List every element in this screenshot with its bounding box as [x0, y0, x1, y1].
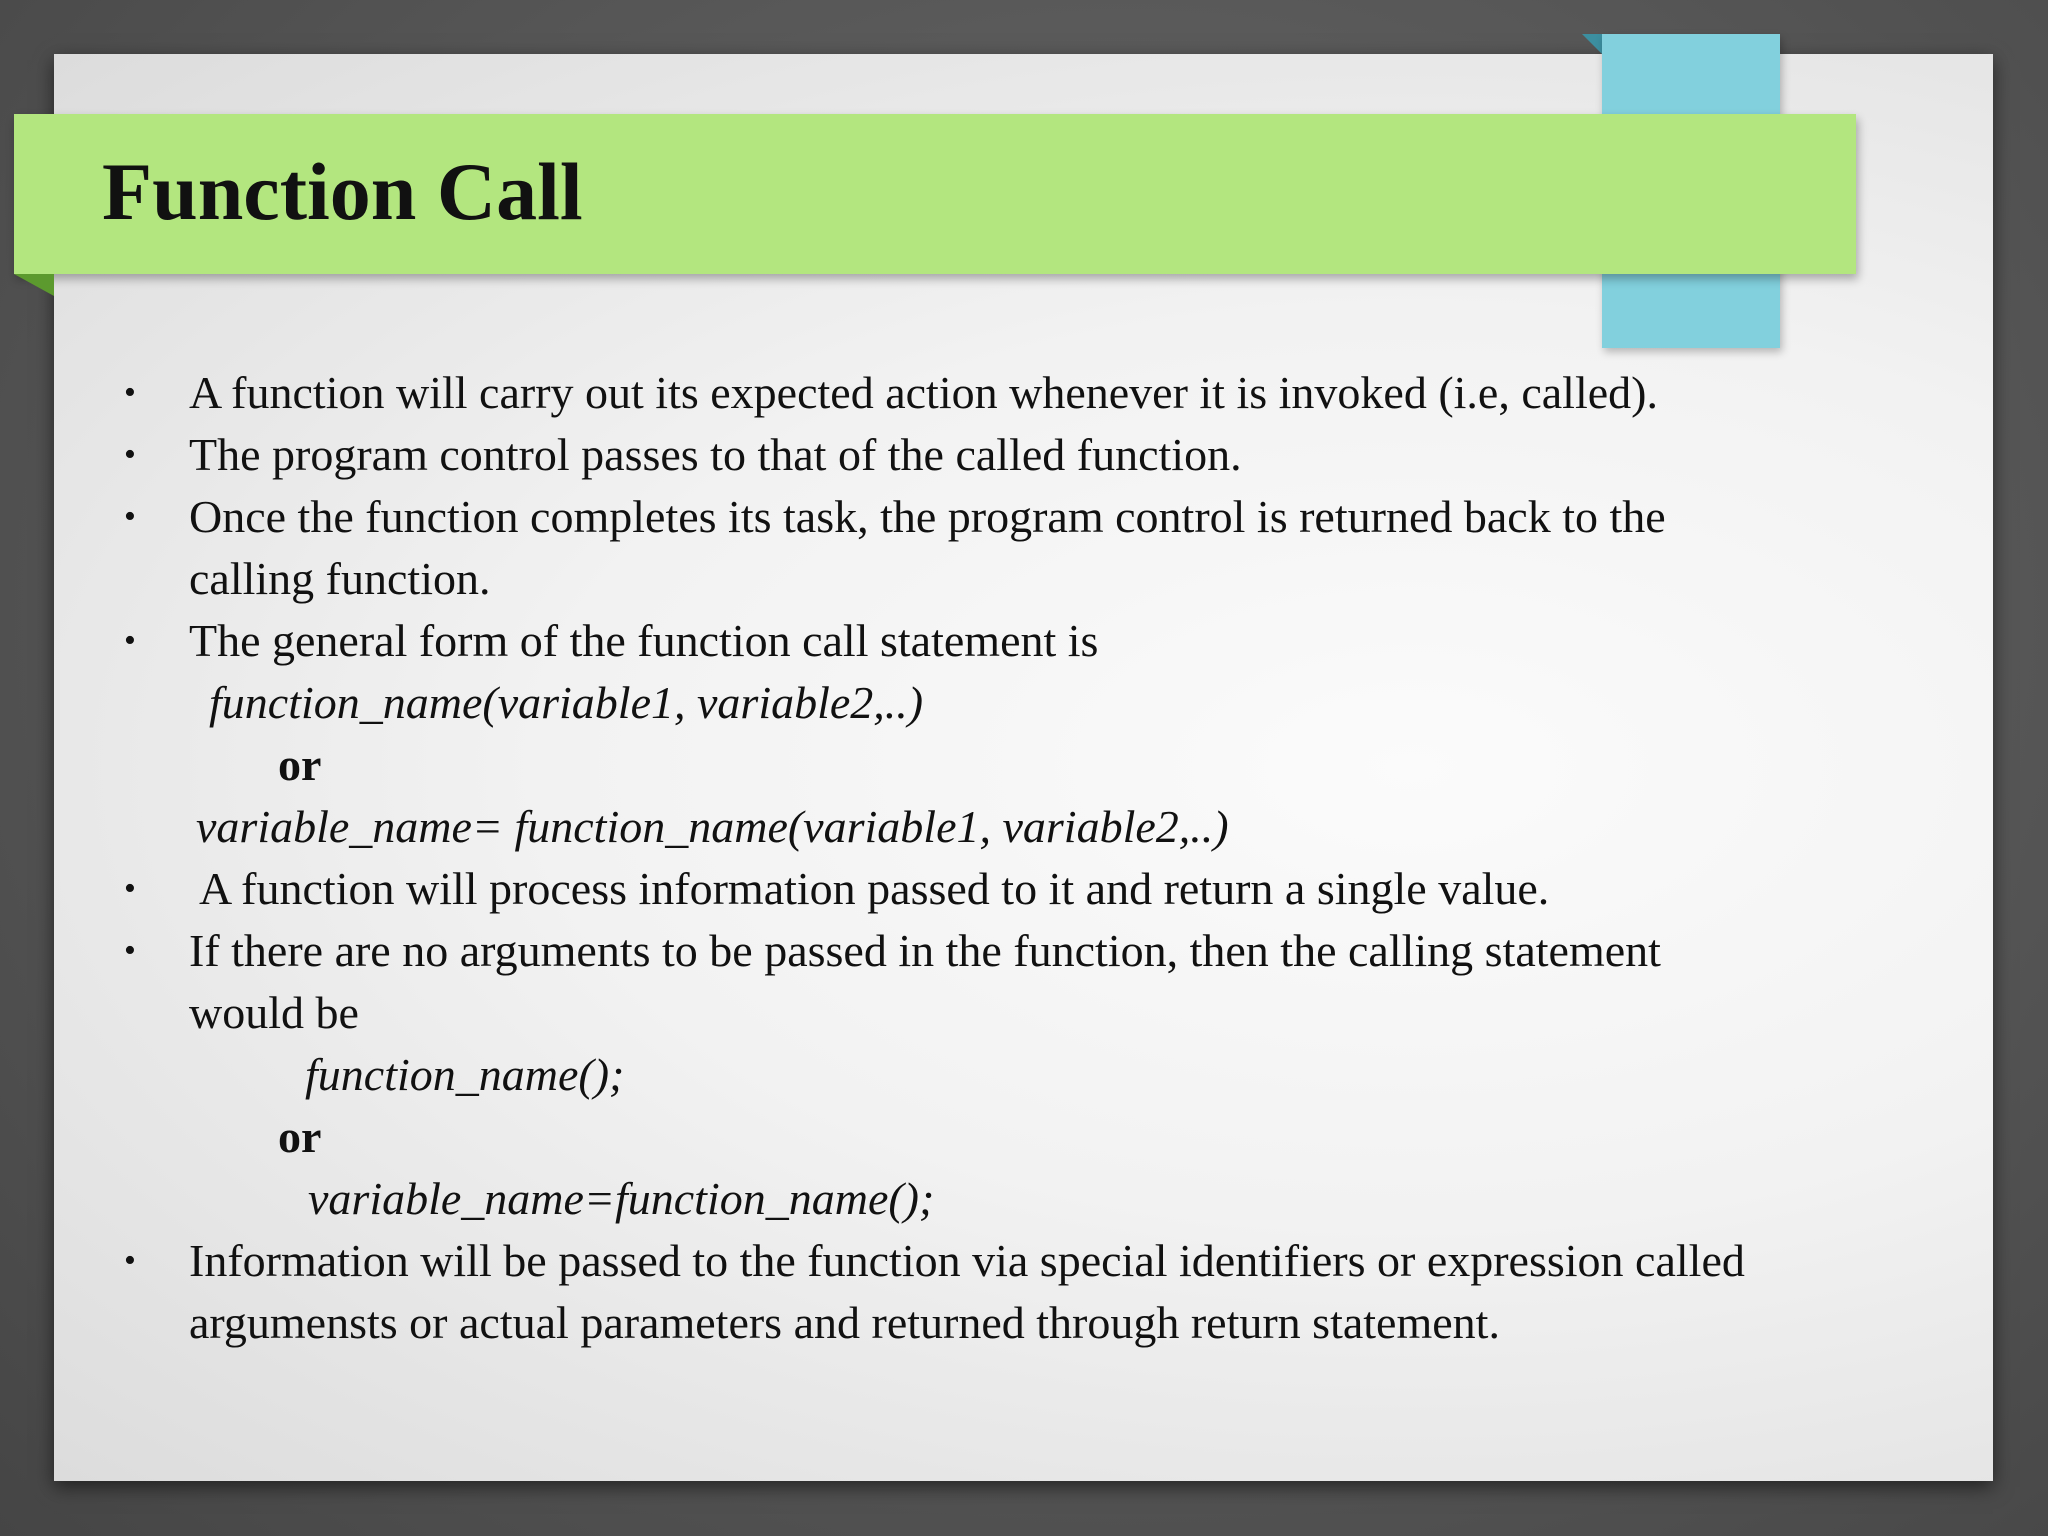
bullet-icon: •: [124, 870, 136, 907]
continuation-line: [0, 548, 2048, 610]
bullet-icon: •: [124, 622, 136, 659]
or-keyword: or: [278, 1111, 322, 1162]
title-banner-fold: [14, 274, 54, 296]
bullet-text-continued: would be: [189, 987, 359, 1038]
code-example: variable_name= function_name(variable1, variable2,..): [196, 801, 1229, 852]
bullet-text: A function will process information passed to it and return a single value.: [199, 863, 1550, 914]
bullet-icon: •: [124, 932, 136, 969]
bullet-item: [0, 610, 2048, 672]
code-line: [0, 1168, 2048, 1230]
bullet-text: The program control passes to that of the called function.: [189, 429, 1242, 480]
continuation-line: [0, 982, 2048, 1044]
code-line: [0, 796, 2048, 858]
code-line: [0, 672, 2048, 734]
bullet-item: [0, 920, 2048, 982]
or-keyword: or: [278, 739, 322, 790]
bullet-icon: •: [124, 498, 136, 535]
bullet-item: [0, 486, 2048, 548]
code-example: variable_name=function_name();: [308, 1173, 935, 1224]
or-line: [0, 1106, 2048, 1168]
bullet-text-continued: argumensts or actual parameters and returned through return statement.: [189, 1297, 1500, 1348]
bullet-item: [0, 424, 2048, 486]
bullet-text: The general form of the function call statement is: [189, 615, 1099, 666]
bullet-text: If there are no arguments to be passed in the function, then the calling statement: [189, 925, 1661, 976]
or-line: [0, 734, 2048, 796]
bullet-icon: •: [124, 374, 136, 411]
code-example: function_name();: [305, 1049, 625, 1100]
bullet-text: Once the function completes its task, the program control is returned back to the: [189, 491, 1666, 542]
continuation-line: [0, 1292, 2048, 1354]
slide-title: Function Call: [102, 146, 583, 237]
bullet-icon: •: [124, 1242, 136, 1279]
bullet-text: A function will carry out its expected action whenever it is invoked (i.e, called).: [189, 367, 1658, 418]
code-line: [0, 1044, 2048, 1106]
bullet-text-continued: calling function.: [189, 553, 491, 604]
bullet-item: [0, 858, 2048, 920]
code-example: function_name(variable1, variable2,..): [209, 677, 924, 728]
bullet-item: [0, 1230, 2048, 1292]
bullet-text: Information will be passed to the function via special identifiers or expression called: [189, 1235, 1745, 1286]
bullet-icon: •: [124, 436, 136, 473]
bullet-item: [0, 362, 2048, 424]
slide-body: [0, 362, 2048, 1354]
blue-tab-fold: [1582, 34, 1602, 54]
